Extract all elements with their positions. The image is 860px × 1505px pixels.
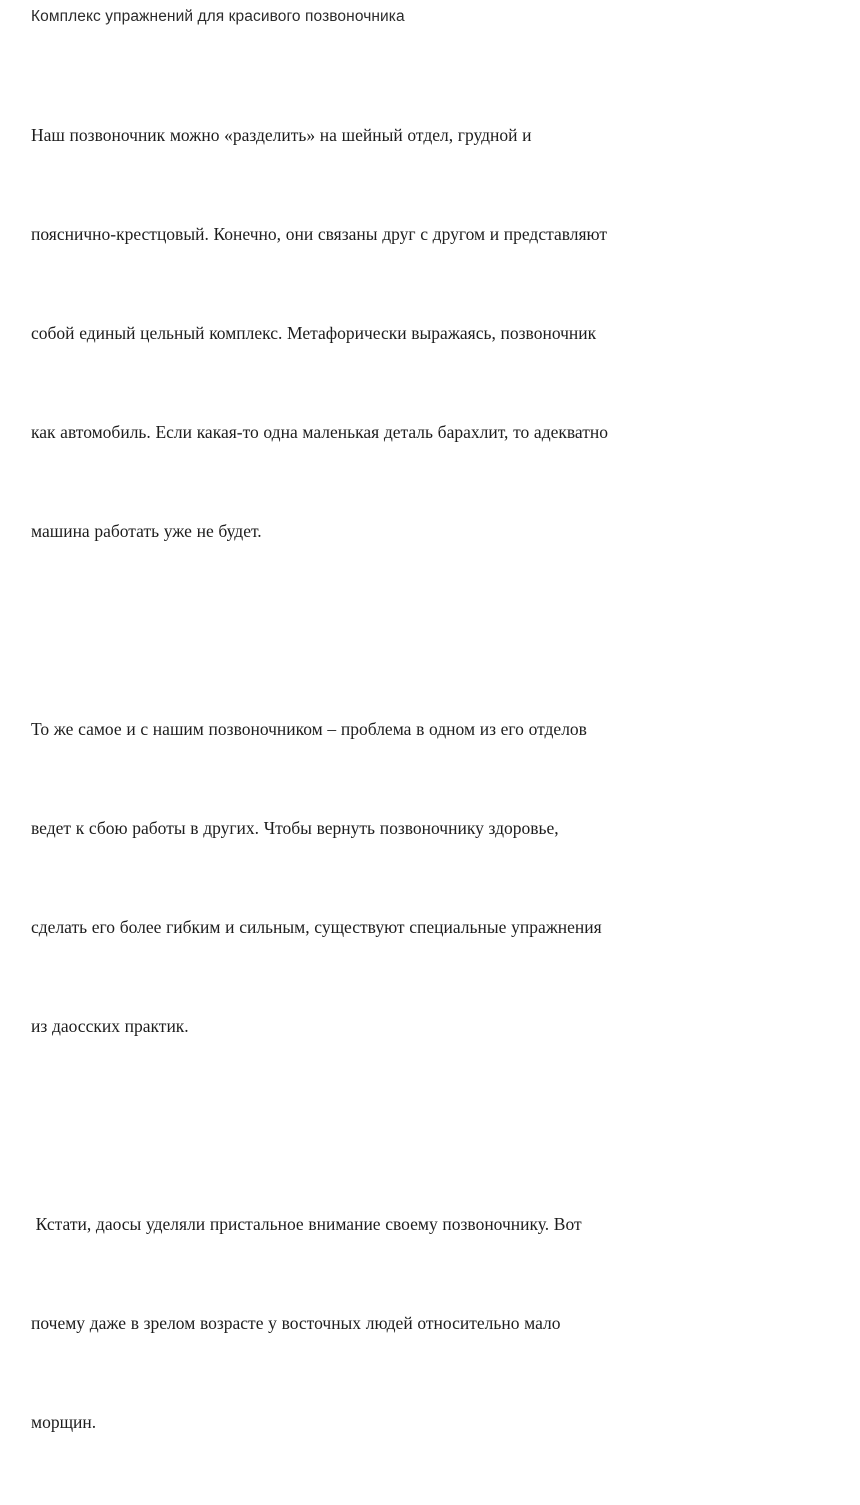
paragraph-3-line-1: Кстати, даосы уделяли пристальное внимание своему позвоночнику. Вот [31, 1214, 582, 1234]
paragraph-1-line-2: пояснично-крестцовый. Конечно, они связаны друг с другом и представляют [31, 224, 608, 244]
paragraph-3-line-2: почему даже в зрелом возрасте у восточных людей относительно мало [31, 1313, 561, 1333]
paragraph-1-line-3: собой единый цельный комплекс. Метафорически выражаясь, позвоночник [31, 323, 597, 343]
paragraph-2-line-4: из даосских практик. [31, 1016, 189, 1036]
paragraph-3 [31, 1142, 860, 1505]
paragraph-1 [31, 53, 860, 614]
paragraph-2-line-1: То же самое и с нашим позвоночником – проблема в одном из его отделов [31, 719, 587, 739]
paragraph-1-line-4: как автомобиль. Если какая-то одна маленькая деталь барахлит, то адекватно [31, 422, 608, 442]
paragraph-2 [31, 647, 860, 1109]
paragraph-3-line-3: морщин. [31, 1412, 97, 1432]
paragraph-2-line-3: сделать его более гибким и сильным, существуют специальные упражнения [31, 917, 602, 937]
page-title: Комплекс упражнений для красивого позвоночника [31, 8, 405, 25]
paragraph-1-line-5: машина работать уже не будет. [31, 521, 262, 541]
article-body [31, 53, 860, 1505]
paragraph-1-line-1: Наш позвоночник можно «разделить» на шейный отдел, грудной и [31, 125, 532, 145]
paragraph-2-line-2: ведет к сбою работы в других. Чтобы вернуть позвоночнику здоровье, [31, 818, 559, 838]
